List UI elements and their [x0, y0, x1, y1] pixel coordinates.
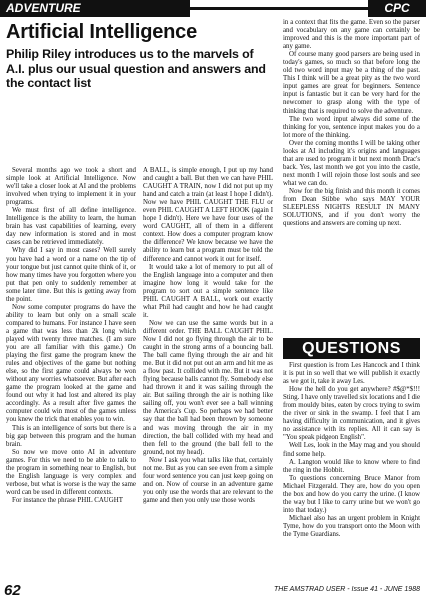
paragraph: Now some computer programs do have the ability to learn but only on a small scale compared to humans. For instance I have seen a game that was less than 2k long which played with twenty three matches. (I am sure you are all familiar with this game.) On playing the first game the program knew the rules and objectives of the game but nothing else, so the first game could always be won without any worries whatsoever. But after each game the program looked at the game and found out why it had lost and altered its play accordingly. As a result after five games the computer could win most of the games unless you knew the trick that enables you to win.: [6, 303, 136, 424]
page-footer: [0, 582, 426, 599]
paragraph: Well Les, look in the May mag and you should find some help.: [283, 442, 420, 458]
paragraph: Over the coming months I will be taking other looks at AI including it's origins and languages that are used to program it but next month Drac's back. Yes, last month we got you into the castle, next month I will rejoin those lost souls and see what we can do.: [283, 139, 420, 187]
issue-line: THE AMSTRAD USER - Issue 41 - JUNE 1988: [273, 586, 420, 593]
page-number: 62: [4, 582, 21, 599]
paragraph: Of course many good parsers are being used in today's games, so much so that before long the old two word input may be a thing of the past. This I think will be a great pity as the two word input games are great for beginners. Sentence input is fantastic but it can be very hard for the newcomer to grasp along with the type of thinking that is required to solve the adventure.: [283, 51, 420, 115]
column-2: [143, 167, 273, 580]
paragraph: A BALL, is simple enough, I put up my hand and caught a ball. But then we can have PHIL CAUGHT A TRAIN, now I did not put up my hand and catch a train (at least I hope I didn't). Now we have PHIL CAUGHT THE FLU or even PHIL CAUGHT A LEFT HOOK (again I hope I didn't). Here we have four uses of the word CAUGHT, all of them in a different context. How does a computer program know the difference? We know because we have the ability to learn but a program must be told the difference and cannot work it out for itself.: [143, 167, 273, 263]
paragraph: This is an intelligence of sorts but there is a big gap between this program and the human brain.: [6, 424, 136, 448]
paragraph: Why did I say in most cases? Well surely you have had a word or a name on the tip of your tongue but just cannot quite think of it, or how many times have you forgotten where you put that pen only to suddenly remember at some later time. But this is getting away from the point.: [6, 247, 136, 303]
section-label: ADVENTURE: [0, 0, 190, 17]
paragraph: A. Langton would like to know where to find the ring in the Hobbit.: [283, 458, 420, 474]
paragraph: We must first of all define intelligence. Intelligence is the ability to learn, the human brain has vast capabilities of learning, every day new information is stored and in most cases can be retrieved immediately.: [6, 207, 136, 247]
article-standfirst: Philip Riley introduces us to the marvels of A.I. plus our usual question and answers and the contact list: [6, 47, 266, 91]
page-header: [0, 0, 426, 17]
paragraph: Now I ask you what talks like that, certainly not me. But as you can see even from a simple four word sentence you can just keep going on and on. Now of course in an adventure game you only use the words that are relevant to the game and then you only use those words: [143, 456, 273, 504]
column-1: [6, 167, 136, 580]
paragraph: To questions concerning Bruce Manor from Michael Fitzgerald. They are, how do you open the box and how do you carry the urine. (I know the way but I like to carry urine but we won't go into that today.): [283, 474, 420, 514]
column-3-top: [283, 19, 420, 331]
paragraph: For instance the phrase PHIL CAUGHT: [12, 496, 123, 504]
paragraph: The two word input always did some of the thinking for you, sentence input makes you do a lot more of the thinking.: [283, 115, 420, 139]
paragraph: First question is from Les Hancock and I think it is put in so well that we will publish it exactly as we got it, take it away Les.: [283, 362, 420, 386]
questions-heading: QUESTIONS: [283, 338, 420, 359]
paragraph: Now for the big finish and this month it comes from Dean Stibbe who says MAY YOUR SLEEPLESS NIGHTS RESULT IN MANY SOLUTIONS, and if you don't worry the questions and answers are coming up next.: [283, 187, 420, 228]
paragraph: Several months ago we took a short and simple look at Artificial Intelligence. Now we'll take a closer look at AI and the problems involved when trying to implement it in your programs.: [6, 167, 136, 207]
paragraph: Now we can use the same words but in a different order. THE BALL CAUGHT PHIL. Now I did not go flying through the air to be caught in the strong arms of a bouncing ball. The ball came flying through the air and hit me. But it did not put out an arm and hit me as a flow past. It collided with me. But it was not flying because balls cannot fly. Somebody else had thrown it and it was sailing through the air. But sailing through the air is nothing like sailing off, you won't ever see a ball winning the America's Cup. So perhaps we had better say that the ball had been thrown by someone and was moving through the air in my direction, the ball collided with my head and then fell to the ground (the ball fell to the ground, not my head).: [143, 319, 273, 456]
paragraph: Michael also has an urgent problem in Knight Tyme, how do you transport onto the Moon with the Tyme Guardians.: [283, 514, 420, 538]
column-3-bottom: [283, 362, 420, 580]
paragraph: It would take a lot of memory to put all of the English language into a computer and then imagine how long it would take for the program to sort out a simple sentence like PHIL CAUGHT A BALL, work out exactly what Phil had caught and how he had caught it.: [143, 263, 273, 319]
paragraph: in a context that fits the game. Even so the parser and vocabulary on any game can certainly be improved and this is the more important part of any game.: [283, 19, 420, 51]
paragraph: How the hell do you get anywhere? #$@*$!!! Sting. I have only travelled six locations and I die from mouldy bites, eaten by crocs trying to swim the river or sink in the swamp. I feel that I am having difficulty in communication, and it gives no assistance with its replies. All it can say is "You speak pidgeon English".: [283, 386, 420, 442]
paragraph: So now we move onto AI in adventure games. For this we need to be able to talk to the program in something near to English, but the English language is very complex and verbose, but what is worse is the way the same word can be used in different contexts.: [6, 448, 136, 496]
header-rule: [190, 7, 368, 10]
article-title: Artificial Intelligence: [6, 21, 198, 43]
platform-label: CPC: [368, 0, 426, 17]
